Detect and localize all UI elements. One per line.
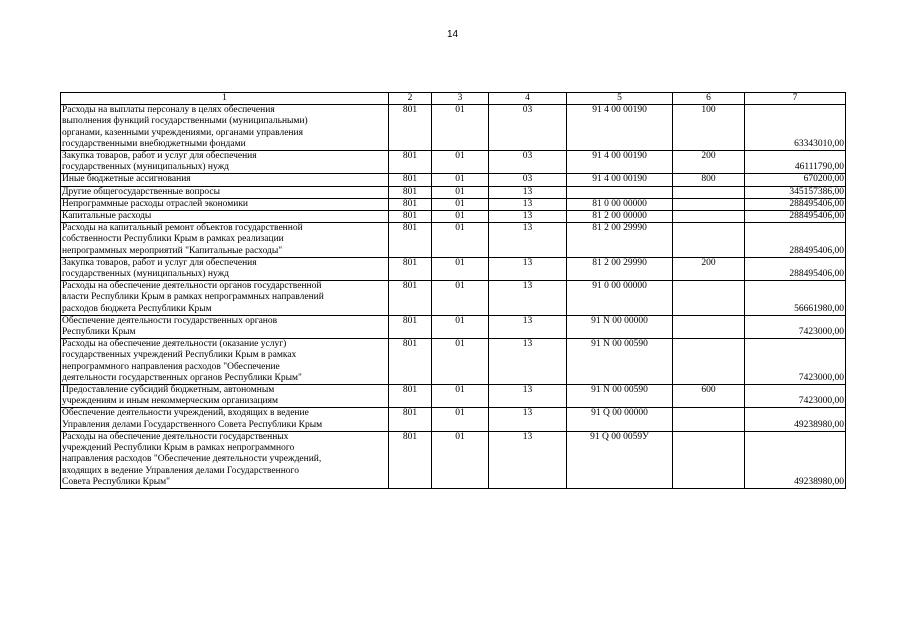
cell-ministry-code: 801	[389, 281, 432, 316]
cell-amount: 7423000,00	[745, 339, 846, 385]
name-line: государственных учреждений Республики Крым в рамках	[62, 350, 297, 361]
cell-amount: 288495406,00	[745, 198, 846, 210]
cell-expense-type: 200	[673, 151, 745, 174]
cell-ministry-code: 801	[389, 186, 432, 198]
cell-amount: 670200,00	[745, 174, 846, 186]
cell-expense-type	[673, 431, 745, 488]
cell-ministry-code: 801	[389, 431, 432, 488]
cell-amount: 288495406,00	[745, 257, 846, 280]
cell-amount: 49238980,00	[745, 408, 846, 431]
table-row	[61, 408, 846, 431]
name-line: Республики Крым	[62, 327, 136, 338]
cell-expense-type: 100	[673, 105, 745, 151]
cell-subsection: 13	[489, 339, 567, 385]
name-line: Расходы на выплаты персоналу в целях обеспечения	[62, 105, 275, 116]
cell-expense-type	[673, 315, 745, 338]
name-line: Закупка товаров, работ и услуг для обеспечения	[62, 151, 257, 162]
cell-section: 01	[432, 186, 489, 198]
cell-target-article: 91 Q 00 00000	[567, 408, 673, 431]
cell-name	[61, 385, 389, 408]
header-cell-5: 5	[567, 93, 673, 105]
name-line: государственных (муниципальных) нужд	[62, 162, 229, 173]
cell-name	[61, 223, 389, 258]
cell-name	[61, 281, 389, 316]
table-row	[61, 431, 846, 488]
cell-target-article: 81 2 00 29990	[567, 257, 673, 280]
cell-subsection: 13	[489, 186, 567, 198]
table-row	[61, 315, 846, 338]
page-number: 14	[446, 29, 459, 40]
cell-section: 01	[432, 281, 489, 316]
name-line: Расходы на капитальный ремонт объектов государственной	[62, 223, 303, 234]
cell-target-article: 81 2 00 29990	[567, 223, 673, 258]
cell-amount: 63343010,00	[745, 105, 846, 151]
cell-name	[61, 198, 389, 210]
name-line: выполнения функций государственными (муниципальными)	[62, 116, 308, 127]
cell-amount: 49238980,00	[745, 431, 846, 488]
cell-subsection: 13	[489, 315, 567, 338]
cell-target-article: 91 0 00 00000	[567, 281, 673, 316]
cell-target-article: 91 N 00 00590	[567, 339, 673, 385]
cell-expense-type	[673, 408, 745, 431]
cell-ministry-code: 801	[389, 105, 432, 151]
cell-target-article: 91 4 00 00190	[567, 174, 673, 186]
name-line: учреждений Республики Крым в рамках непрограммного	[62, 443, 295, 454]
cell-subsection: 03	[489, 174, 567, 186]
cell-name	[61, 315, 389, 338]
name-line: Непрограммные расходы отраслей экономики	[62, 198, 249, 209]
cell-name	[61, 174, 389, 186]
name-line: направления расходов "Обеспечение деятельности учреждений,	[62, 454, 322, 465]
name-line: Расходы на обеспечение деятельности органов государственной	[62, 281, 322, 292]
cell-name	[61, 151, 389, 174]
header-cell-4: 4	[489, 93, 567, 105]
cell-name	[61, 257, 389, 280]
cell-target-article: 81 0 00 00000	[567, 198, 673, 210]
header-cell-6: 6	[673, 93, 745, 105]
cell-ministry-code: 801	[389, 315, 432, 338]
name-line: Закупка товаров, работ и услуг для обеспечения	[62, 257, 257, 268]
cell-subsection: 13	[489, 211, 567, 223]
header-cell-3: 3	[432, 93, 489, 105]
table-row	[61, 281, 846, 316]
cell-ministry-code: 801	[389, 174, 432, 186]
name-line: Управления делами Государственного Совета Республики Крым	[62, 419, 323, 430]
cell-section: 01	[432, 385, 489, 408]
cell-section: 01	[432, 105, 489, 151]
budget-table	[60, 92, 846, 489]
cell-section: 01	[432, 339, 489, 385]
table-row	[61, 339, 846, 385]
name-line: государственными внебюджетными фондами	[62, 138, 246, 149]
cell-section: 01	[432, 223, 489, 258]
cell-subsection: 03	[489, 105, 567, 151]
cell-subsection: 13	[489, 198, 567, 210]
name-line: Совета Республики Крым"	[62, 476, 170, 487]
cell-amount: 288495406,00	[745, 223, 846, 258]
table-row	[61, 257, 846, 280]
cell-ministry-code: 801	[389, 198, 432, 210]
cell-target-article: 91 4 00 00190	[567, 151, 673, 174]
cell-name	[61, 211, 389, 223]
cell-section: 01	[432, 151, 489, 174]
cell-section: 01	[432, 315, 489, 338]
name-line: Капитальные расходы	[62, 211, 152, 222]
cell-name	[61, 408, 389, 431]
cell-section: 01	[432, 198, 489, 210]
name-line: Расходы на обеспечение деятельности (оказание услуг)	[62, 339, 287, 350]
name-line: расходов бюджета Республики Крым	[62, 303, 212, 314]
cell-section: 01	[432, 174, 489, 186]
table-row	[61, 211, 846, 223]
cell-expense-type	[673, 186, 745, 198]
cell-expense-type: 600	[673, 385, 745, 408]
cell-amount: 56661980,00	[745, 281, 846, 316]
cell-subsection: 13	[489, 223, 567, 258]
name-line: Предоставление субсидий бюджетным, автономным	[62, 385, 275, 396]
table-row	[61, 198, 846, 210]
name-line: собственности Республики Крым в рамках реализации	[62, 234, 284, 245]
name-line: Иные бюджетные ассигнования	[62, 174, 191, 185]
cell-subsection: 13	[489, 431, 567, 488]
name-line: деятельности государственных органов Республики Крым"	[62, 372, 302, 383]
cell-subsection: 13	[489, 385, 567, 408]
name-line: Расходы на обеспечение деятельности государственных	[62, 431, 289, 442]
name-line: Другие общегосударственные вопросы	[62, 186, 220, 197]
cell-ministry-code: 801	[389, 151, 432, 174]
cell-ministry-code: 801	[389, 223, 432, 258]
name-line: власти Республики Крым в рамках непрограммных направлений	[62, 292, 324, 303]
cell-amount: 46111790,00	[745, 151, 846, 174]
cell-target-article	[567, 186, 673, 198]
header-cell-2: 2	[389, 93, 432, 105]
cell-name	[61, 105, 389, 151]
table-header-row	[61, 93, 846, 105]
table-row	[61, 385, 846, 408]
cell-subsection: 13	[489, 257, 567, 280]
cell-amount: 288495406,00	[745, 211, 846, 223]
cell-expense-type	[673, 223, 745, 258]
cell-amount: 345157386,00	[745, 186, 846, 198]
cell-ministry-code: 801	[389, 211, 432, 223]
cell-expense-type	[673, 198, 745, 210]
cell-name	[61, 339, 389, 385]
cell-target-article: 91 Q 00 0059У	[567, 431, 673, 488]
name-line: непрограммных мероприятий "Капитальные расходы"	[62, 245, 283, 256]
table-row	[61, 105, 846, 151]
cell-amount: 7423000,00	[745, 385, 846, 408]
cell-target-article: 81 2 00 00000	[567, 211, 673, 223]
name-line: органами, казенными учреждениями, органами управления	[62, 127, 303, 138]
cell-section: 01	[432, 431, 489, 488]
cell-ministry-code: 801	[389, 385, 432, 408]
cell-ministry-code: 801	[389, 257, 432, 280]
name-line: Обеспечение деятельности учреждений, входящих в ведение	[62, 408, 309, 419]
name-line: государственных (муниципальных) нужд	[62, 269, 229, 280]
table-body	[61, 93, 846, 489]
cell-section: 01	[432, 211, 489, 223]
cell-expense-type	[673, 211, 745, 223]
name-line: непрограммного направления расходов "Обеспечение	[62, 361, 280, 372]
name-line: Обеспечение деятельности государственных органов	[62, 315, 278, 326]
cell-amount: 7423000,00	[745, 315, 846, 338]
cell-expense-type	[673, 281, 745, 316]
header-cell-7: 7	[745, 93, 846, 105]
cell-subsection: 03	[489, 151, 567, 174]
cell-name	[61, 431, 389, 488]
table-row	[61, 223, 846, 258]
table-row	[61, 174, 846, 186]
table-row	[61, 186, 846, 198]
header-cell-1: 1	[61, 93, 389, 105]
cell-ministry-code: 801	[389, 339, 432, 385]
cell-expense-type: 200	[673, 257, 745, 280]
table-row	[61, 151, 846, 174]
cell-subsection: 13	[489, 281, 567, 316]
name-line: входящих в ведение Управления делами Государственного	[62, 465, 299, 476]
name-line: учреждениям и иным некоммерческим организациям	[62, 396, 279, 407]
cell-name	[61, 186, 389, 198]
cell-ministry-code: 801	[389, 408, 432, 431]
cell-section: 01	[432, 408, 489, 431]
cell-expense-type: 800	[673, 174, 745, 186]
cell-expense-type	[673, 339, 745, 385]
cell-target-article: 91 N 00 00000	[567, 315, 673, 338]
cell-target-article: 91 4 00 00190	[567, 105, 673, 151]
cell-section: 01	[432, 257, 489, 280]
cell-target-article: 91 N 00 00590	[567, 385, 673, 408]
cell-subsection: 13	[489, 408, 567, 431]
